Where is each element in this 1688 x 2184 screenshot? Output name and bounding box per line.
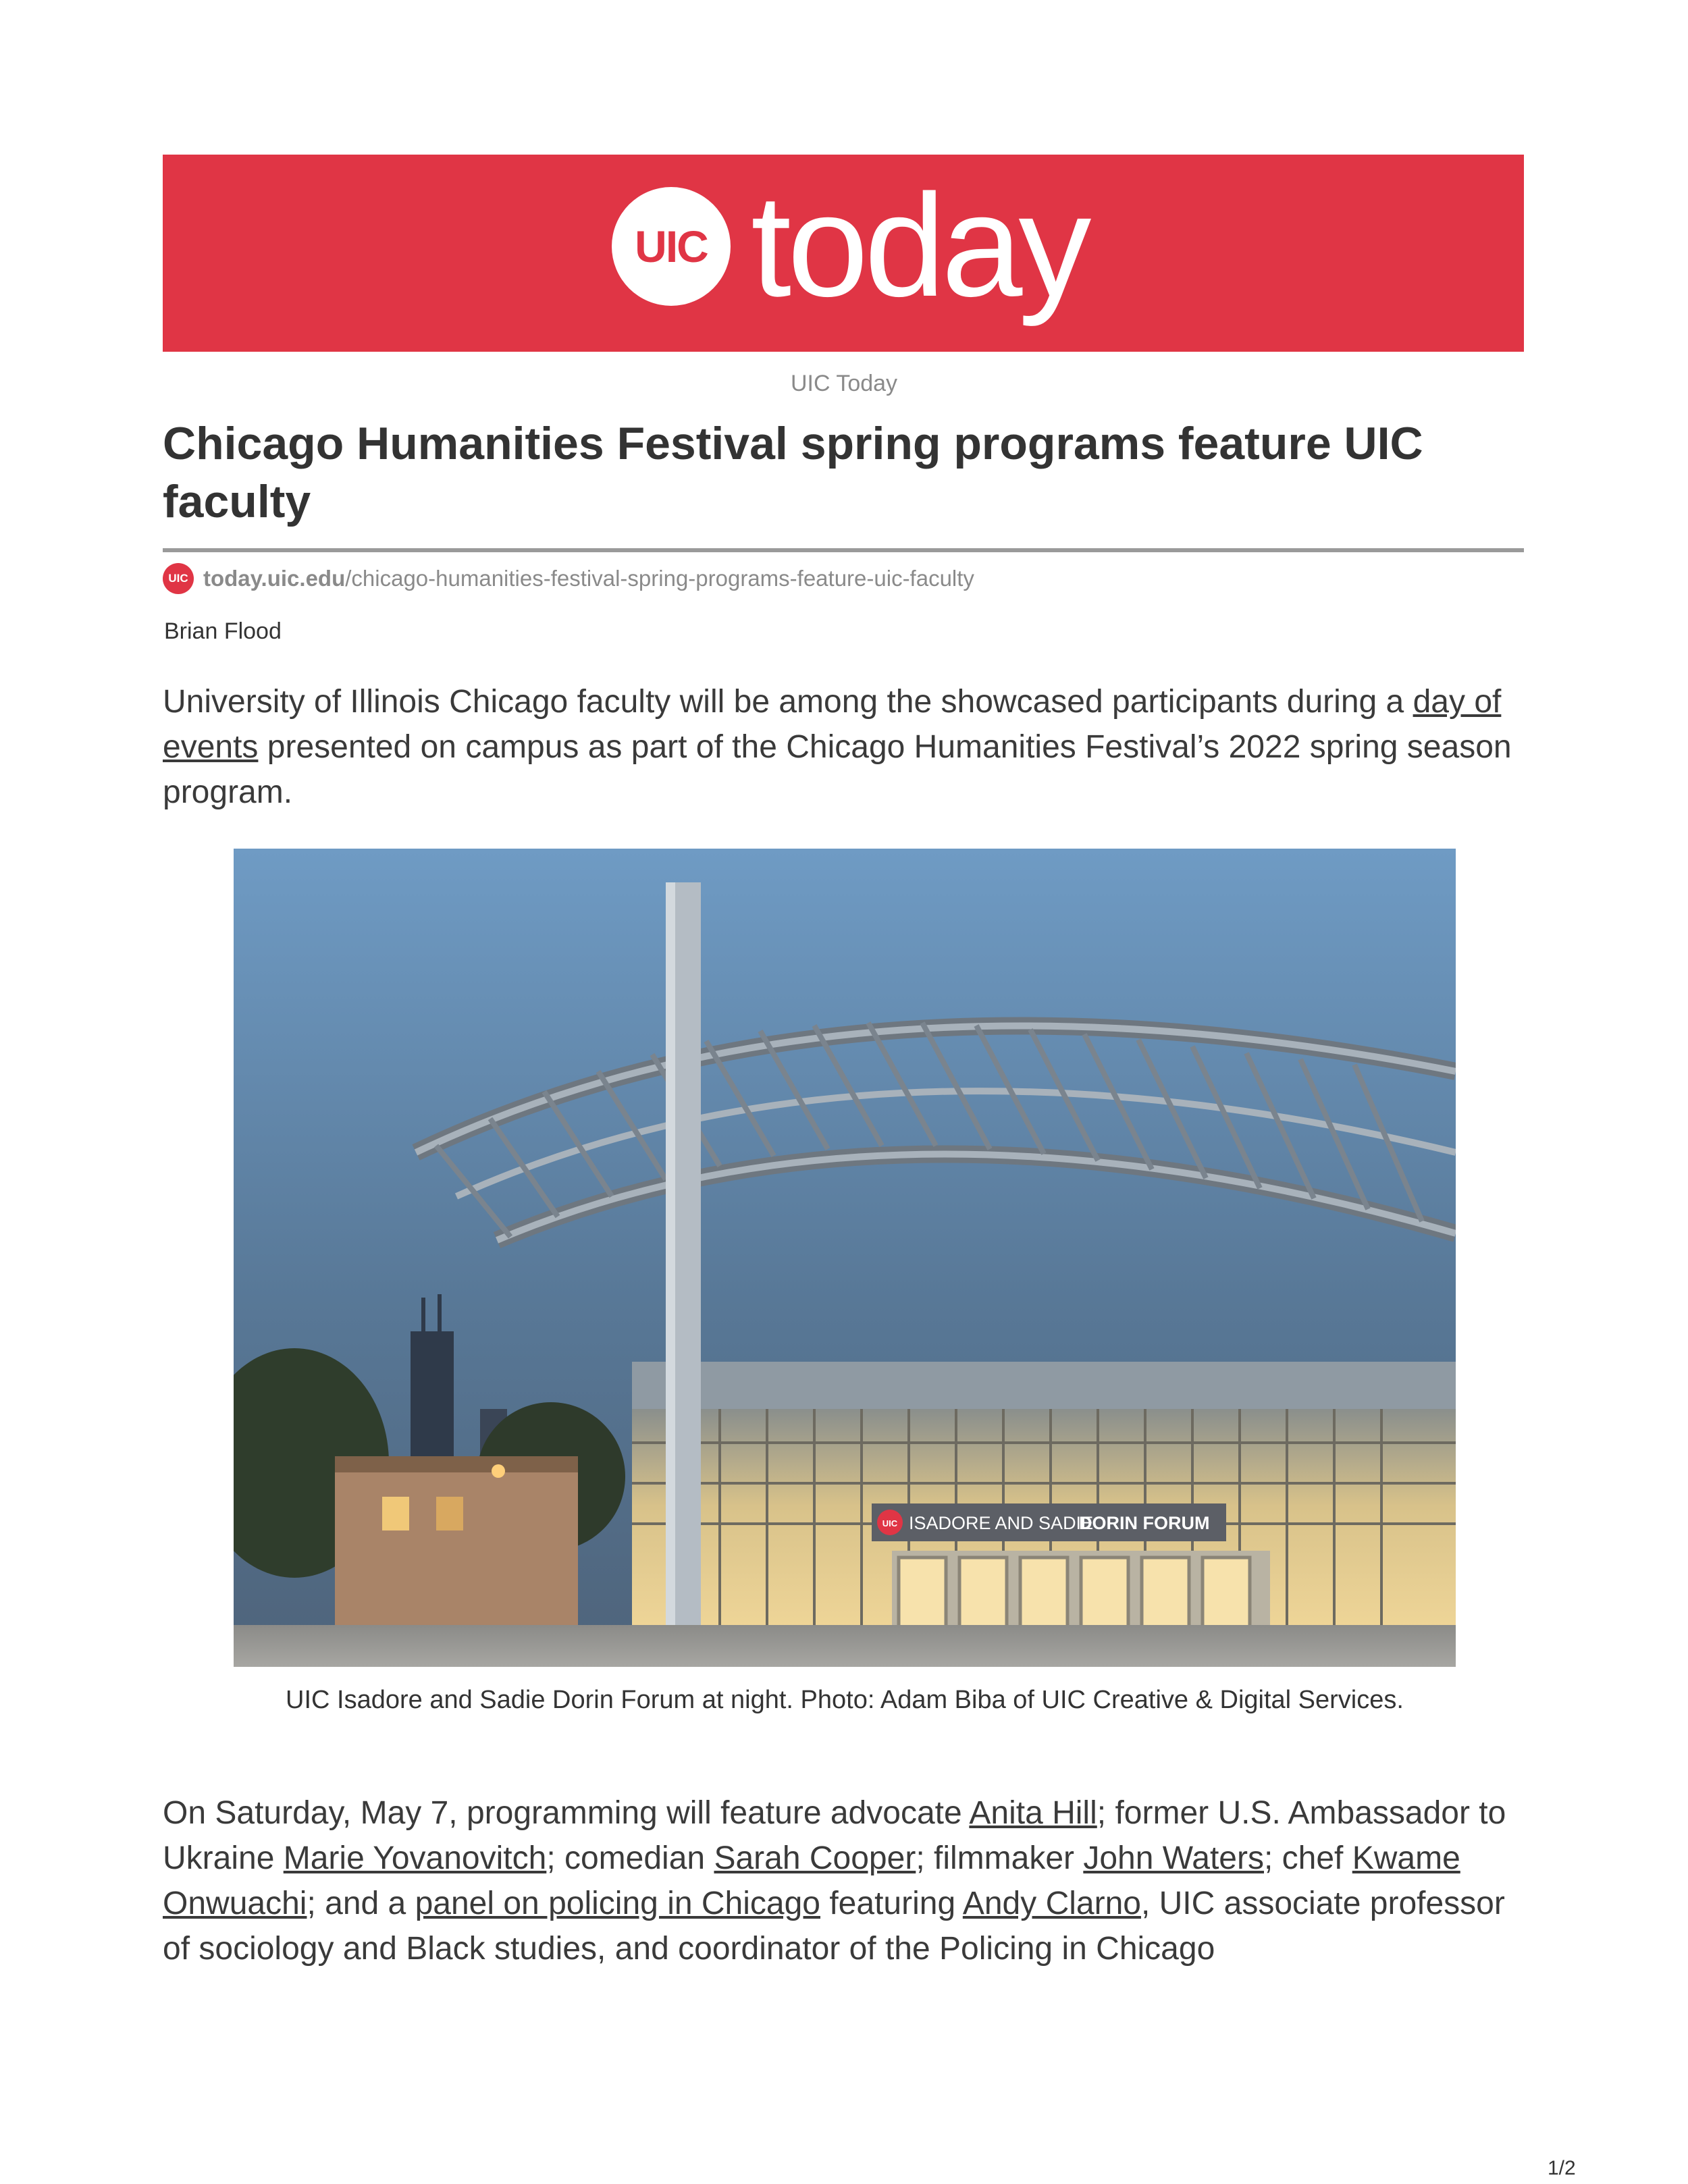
dorin-forum-photo [234,849,1456,1667]
author-byline: Brian Flood [164,618,282,644]
sign-text-right: DORIN FORUM [1079,1513,1210,1533]
source-url[interactable] [203,564,974,593]
url-domain: today.uic.edu [203,566,346,591]
page-number: 1/2 [1548,2157,1576,2179]
text: University of Illinois Chicago faculty will be among the showcased participants during a [163,684,1413,720]
photo-caption: UIC Isadore and Sadie Dorin Forum at night. Photo: Adam Biba of UIC Creative & Digital Services. [286,1686,1404,1714]
today-logo-wordmark: today [751,163,1088,327]
program-paragraph [163,1790,1524,1971]
source-label: UIC Today [790,371,898,396]
intro-paragraph [163,679,1524,815]
text: ; former U.S. Ambassador to Ukraine [163,1795,1506,1876]
text: ; filmmaker [916,1840,1084,1876]
sign-text-left: ISADORE AND SADIE [909,1513,1094,1533]
text: ; comedian [546,1840,714,1876]
text: , UIC associate professor of sociology and Black studies, and coordinator of the Policing in Chicago [163,1886,1505,1967]
text: ; and a [307,1886,415,1921]
anita-hill-link[interactable]: Anita Hill [969,1795,1097,1831]
text: presented on campus as part of the Chicago Humanities Festival’s 2022 spring season program. [163,729,1512,810]
text: On Saturday, May 7, programming will feature advocate [163,1795,970,1831]
marie-yovanovitch-link[interactable]: Marie Yovanovitch [283,1840,547,1876]
text: featuring [820,1886,963,1921]
sign-badge-text: UIC [882,1518,898,1528]
headline-divider [163,548,1524,552]
day-of-events-link[interactable]: day of events [163,684,1502,765]
john-waters-link[interactable]: John Waters [1083,1840,1264,1876]
article-headline: Chicago Humanities Festival spring programs feature UIC faculty [163,418,1423,527]
andy-clarno-link[interactable]: Andy Clarno [962,1886,1141,1921]
photo-illustration [234,849,1456,1667]
sarah-cooper-link[interactable]: Sarah Cooper [714,1840,916,1876]
url-path: /chicago-humanities-festival-spring-programs-feature-uic-faculty [345,566,974,591]
kwame-onwuachi-link[interactable]: Kwame Onwuachi [163,1840,1460,1921]
text: ; chef [1263,1840,1352,1876]
uic-logo-badge-text: UIC [635,221,708,271]
policing-panel-link[interactable]: panel on policing in Chicago [415,1886,820,1921]
favicon-text: UIC [168,572,188,585]
